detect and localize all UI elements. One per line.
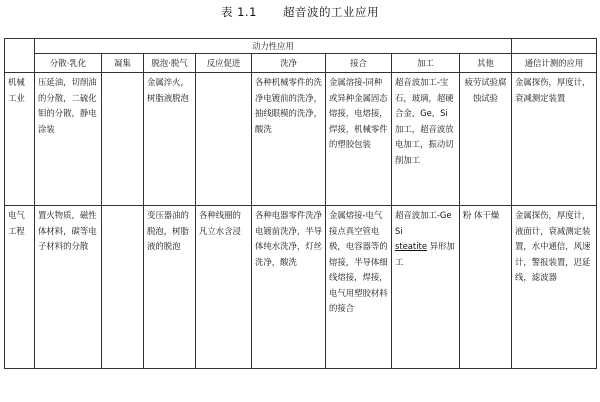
table-cell: 疲劳试验腐蚀试验 xyxy=(460,73,512,206)
table-title: 超音波的工业应用 xyxy=(283,5,380,19)
header-row-2 xyxy=(5,54,597,73)
table-cell: 压延油，切削油的分散，二硫化钼的分散，静电涂装 xyxy=(35,73,102,206)
table-cell: 各种电器零件洗净电镀前洗净，半导体纯水洗净，灯丝洗净，酸洗 xyxy=(252,206,326,369)
corner-cell xyxy=(5,39,35,73)
table-cell: 超音波加工-宝石，玻璃，超硬合金，Ge，Si加工，超音波放电加工，振动切削加工 xyxy=(392,73,460,206)
table-cell: 金属淬火，树脂液脱泡 xyxy=(144,73,196,206)
col-header: 接合 xyxy=(326,54,392,73)
col-header: 洗净 xyxy=(252,54,326,73)
col-header-comm: 通信计测的应用 xyxy=(512,54,597,73)
table-cell: 粉 体干燥 xyxy=(460,206,512,369)
table-cell: 金属溶接-同种或异种金属固态熔接，电熔接，焊接，机械零件的塑胶包装 xyxy=(326,73,392,206)
col-header: 其他 xyxy=(460,54,512,73)
table-cell xyxy=(102,206,144,369)
row-label: 机械工业 xyxy=(5,73,35,206)
col-header: 凝集 xyxy=(102,54,144,73)
header-row-1 xyxy=(5,39,597,54)
table-cell: 金属探伤，厚度计，衰减测定装置 xyxy=(512,73,597,206)
table-row xyxy=(5,206,597,369)
table-cell: 变压器油的脱泡，树脂液的脱泡 xyxy=(144,206,196,369)
col-header: 反应促进 xyxy=(196,54,252,73)
table-cell: 置火物质，磁性体材料，碳等电子材料的分散 xyxy=(35,206,102,369)
steatite-text: steatite xyxy=(395,241,427,251)
col-header: 脱泡·脱气 xyxy=(144,54,196,73)
table-cell: 金属探伤，厚度计，液面计，衰减测定装置，水中通信，风速计，警报装置，迟延线，滤波器 xyxy=(512,206,597,369)
table-cell: 各种机械零件的洗净电镀前的洗净，抽线眼模的洗净，酸洗 xyxy=(252,73,326,206)
row-label: 电气工程 xyxy=(5,206,35,369)
col-header: 分散·乳化 xyxy=(35,54,102,73)
group-header: 动力性应用 xyxy=(35,39,512,54)
header-blank xyxy=(512,39,597,54)
processing-tail: 异形加工 xyxy=(395,241,455,267)
processing-text: 超音波加工-Ge Si xyxy=(395,210,452,236)
table-cell: 各种线圈的凡立水含浸 xyxy=(196,206,252,369)
table-number: 表 1.1 xyxy=(220,5,257,19)
table-row xyxy=(5,73,597,206)
industrial-ultrasonic-table xyxy=(4,38,597,369)
table-cell xyxy=(196,73,252,206)
table-cell-processing xyxy=(392,206,460,369)
table-cell xyxy=(102,73,144,206)
col-header: 加工 xyxy=(392,54,460,73)
table-caption xyxy=(0,4,600,20)
table-cell: 金属熔接-电气接点真空管电极，电容器等的熔接，半导体细线熔接，焊接，电气用塑胶材料的接合 xyxy=(326,206,392,369)
